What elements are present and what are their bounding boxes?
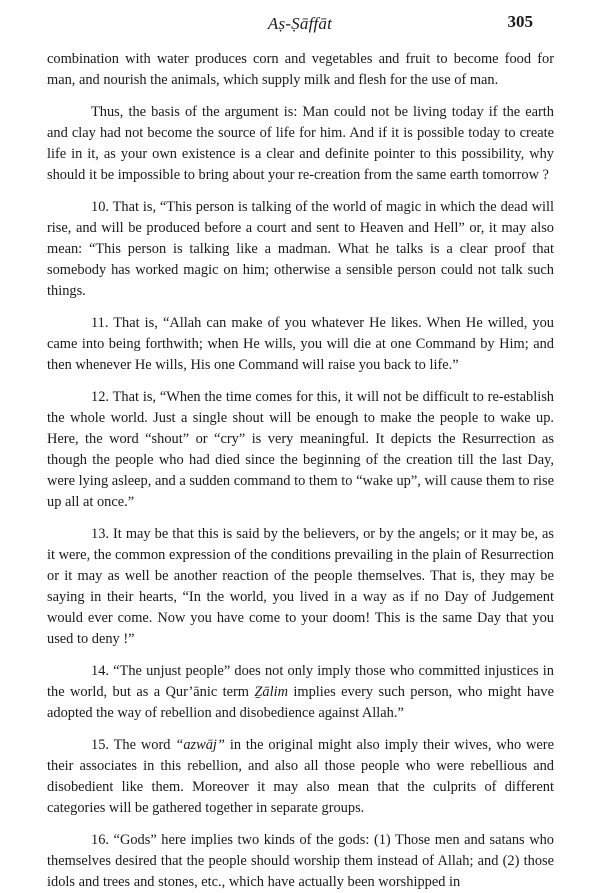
note-15-text-end: in the original might also imply their wives, who were their associates in this rebellion, and also all those people who were rebellious and disobedient like them. Moreover it may also mean that the culprits of different categories will be gathered together in separate groups.	[47, 737, 554, 816]
paragraph-argument-basis: Thus, the basis of the argument is: Man could not be living today if the earth and clay had not become the source of life for him. And if it is possible today to create life in it, as your own existence is a clear and definite pointer to this possibility, why should it be impossible to bring about your re-creation from the same earth tomorrow ?	[47, 104, 554, 183]
paragraph-continuation: combination with water produces corn and vegetables and fruit to become food for man, and nourish the animals, which supply milk and flesh for the use of man.	[47, 51, 554, 88]
note-15-term-azwaj: “azwāj”	[175, 737, 225, 753]
note-11: 11. That is, “Allah can make of you whatever He likes. When He willed, you came into being forthwith; when He wills, you will die at one Command by Him; and then whenever He wills, His one Command will raise you back to life.”	[47, 315, 554, 373]
note-15-text-start: 15. The word	[91, 737, 176, 753]
page-number: 305	[507, 12, 533, 31]
note-12: 12. That is, “When the time comes for this, it will not be difficult to re-establish the whole world. Just a single shout will be enough to make the people to wake up. Here, the word “shout” or “cry” is very meaningful. It depicts the Resurrection as though the people who had died since the beginning of the creation till the last Day, were lying asleep, and a sudden command to them to “wake up”, will cause them to rise up all at once.”	[47, 389, 554, 510]
note-14-text-end: implies every such person, who might have adopted the way of rebellion and disobedience against Allah.”	[47, 684, 554, 721]
body-text	[47, 49, 554, 893]
note-15	[47, 735, 554, 819]
note-14-term-zalim: Ẕālim	[254, 684, 288, 700]
running-title: Aṣ-Ṣāffāt	[267, 14, 333, 33]
note-14	[47, 661, 554, 724]
note-14-text-start: 14. “The unjust people” does not only imply those who committed injustices in the world, but as a Qur’ānic term	[47, 663, 554, 700]
note-13: 13. It may be that this is said by the believers, or by the angels; or it may be, as it were, the common expression of the conditions prevailing in the plain of Resurrection or it may as well be another reaction of the people themselves. That is, they may be saying in their hearts, “In the world, you lived in a way as if no Day of Judgement would ever come. Now you have come to your doom! This is the same Day that you used to deny !”	[47, 526, 554, 647]
note-10: 10. That is, “This person is talking of the world of magic in which the dead will rise, and will be produced before a court and sent to Heaven and Hell” or, it may also mean: “This person is talking like a madman. What he talks is a clear proof that somebody has worked magic on him; otherwise a sensible person could not talk such things.	[47, 199, 554, 299]
note-16: 16. “Gods” here implies two kinds of the gods: (1) Those men and satans who themselves desired that the people should worship them instead of Allah; and (2) those idols and trees and stones, etc., which have actually been worshipped in	[47, 832, 554, 890]
